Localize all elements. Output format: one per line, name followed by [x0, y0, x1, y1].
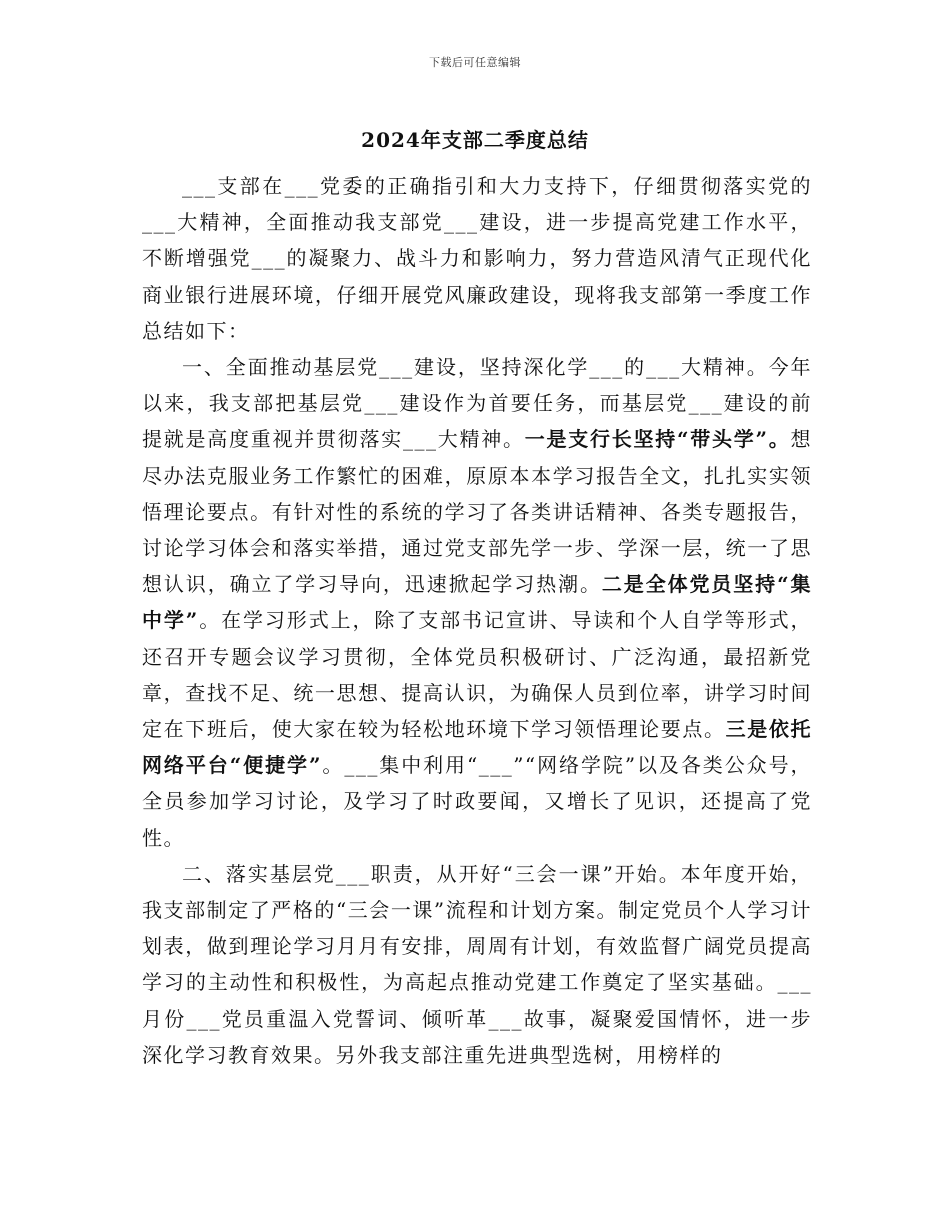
document-title: 2024年支部二季度总结 [361, 128, 589, 152]
paragraph-text: 想尽办法克服业务工作繁忙的困难，原原本本学习报告全文，扎扎实实领悟理论要点。有针对性的系统的学习了各类讲话精神、各类专题报告，讨论学习体会和落实举措，通过党支部先学一步、学深一层，统一了思想认识，确立了学习导向，迅速掀起学习热潮。 [142, 427, 813, 597]
paragraph-text: 。___集中利用“___”“网络学院”以及各类公众号，全员参加学习讨论，及学习了时政要闻，又增长了见识，还提高了党性。 [142, 753, 812, 850]
bold-heading-text: 一是支行长坚持“带头学”。 [524, 427, 791, 452]
paragraph-section-one [142, 349, 812, 856]
paragraph-text: 二、落实基层党___职责，从开好“三会一课”开始。本年度开始，我支部制定了严格的“三会一课”流程和计划方案。制定党员个人学习计划表，做到理论学习月月有安排，周周有计划，有效监督广阔党员提高学习的主动性和积极性，为高起点推动党建工作奠定了坚实基础。___月份___党员重温入党誓词、倾听革___故事，凝聚爱国情怀，进一步深化学习教育效果。另外我支部注重先进典型选树，用榜样的 [142, 861, 812, 1067]
bold-heading-text: 二是全体党员坚持“集中学” [142, 572, 812, 633]
bold-heading-text: 三是依托网络平台“便捷学” [142, 717, 813, 778]
paragraph-text: 一、全面推动基层党___建设，坚持深化学___的___大精神。今年以来，我支部把基层党___建设作为首要任务，而基层党___建设的前提就是高度重视并贯彻落实___大精神。 [142, 355, 812, 452]
document-body [142, 168, 812, 1073]
paragraph-intro [142, 168, 812, 349]
paragraph-text: ___支部在___党委的正确指引和大力支持下，仔细贯彻落实党的___大精神，全面推动我支部党___建设，进一步提高党建工作水平，不断增强党___的凝聚力、战斗力和影响力，努力营造风清气正现代化商业银行进展环境，仔细开展党风廉政建设，现将我支部第一季度工作总结如下： [142, 174, 812, 343]
paragraph-section-two [142, 856, 812, 1073]
paragraph-text: 。在学习形式上，除了支部书记宣讲、导读和个人自学等形式，还召开专题会议学习贯彻，全体党员积极研讨、广泛沟通，最招新党章，查找不足、统一思想、提高认识，为确保人员到位率，讲学习时间定在下班后，使大家在较为轻松地环境下学习领悟理论要点。 [142, 608, 812, 742]
page-header-note: 下载后可任意编辑 [429, 56, 521, 69]
